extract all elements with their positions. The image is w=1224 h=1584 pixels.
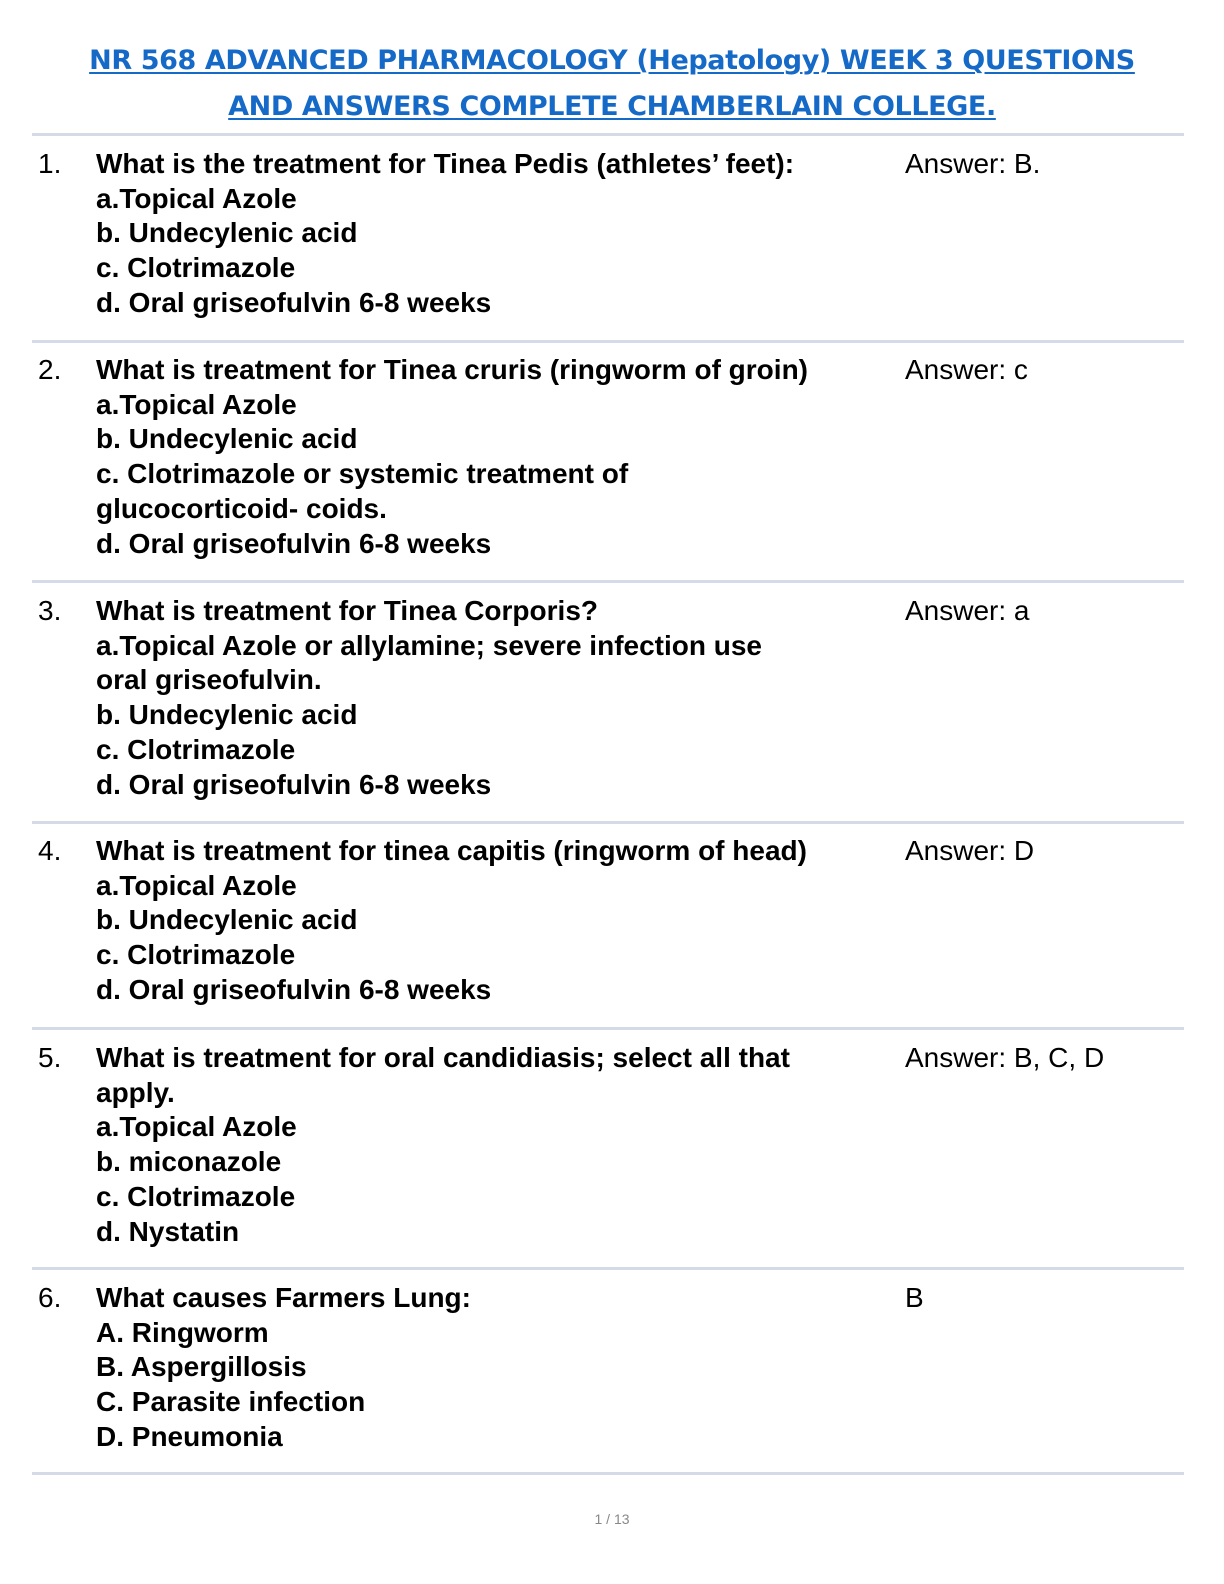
question-body	[96, 147, 896, 321]
question-number: 6.	[38, 1282, 62, 1313]
title-line-1: NR 568 ADVANCED PHARMACOLOGY (Hepatology) WEEK 3 QUESTIONS	[89, 45, 1135, 76]
question-number: 2.	[38, 354, 62, 385]
divider	[32, 580, 1184, 583]
option: c. Clotrimazole	[96, 939, 296, 971]
option: a.Topical Azole	[96, 182, 297, 214]
option: A. Ringworm	[96, 1316, 269, 1348]
option: d. Nystatin	[96, 1215, 240, 1247]
question-text: What is treatment for Tinea Corporis?	[96, 595, 598, 626]
question-text: What is treatment for tinea capitis (ringworm of head)	[96, 835, 807, 866]
option-continuation: glucocorticoid- coids.	[96, 492, 387, 524]
question-number: 5.	[38, 1042, 62, 1073]
question-number: 3.	[38, 595, 62, 626]
option: d. Oral griseofulvin 6-8 weeks	[96, 527, 492, 559]
answer: Answer: D	[905, 835, 1035, 866]
page-indicator: 1 / 13	[594, 1511, 630, 1527]
option: d. Oral griseofulvin 6-8 weeks	[96, 286, 492, 318]
divider	[32, 133, 1184, 136]
option: c. Clotrimazole	[96, 1180, 296, 1212]
option: d. Oral griseofulvin 6-8 weeks	[96, 973, 492, 1005]
option: D. Pneumonia	[96, 1420, 283, 1452]
document-title	[0, 38, 1224, 130]
question-body	[96, 1041, 896, 1249]
option: b. Undecylenic acid	[96, 217, 358, 249]
option: b. Undecylenic acid	[96, 904, 358, 936]
question-text: What causes Farmers Lung:	[96, 1282, 471, 1313]
option: C. Parasite infection	[96, 1386, 366, 1418]
question-number: 1.	[38, 148, 62, 179]
question-body	[96, 1281, 896, 1455]
option: a.Topical Azole or allylamine; severe infection use	[96, 629, 762, 661]
question-body	[96, 834, 896, 1008]
answer: Answer: a	[905, 595, 1030, 626]
option: b. miconazole	[96, 1146, 282, 1178]
answer: B	[905, 1282, 924, 1313]
option: a.Topical Azole	[96, 388, 297, 420]
question-text: What is treatment for Tinea cruris (ringworm of groin)	[96, 354, 808, 385]
divider	[32, 821, 1184, 824]
title-line-2: AND ANSWERS COMPLETE CHAMBERLAIN COLLEGE.	[228, 91, 996, 122]
option: B. Aspergillosis	[96, 1351, 307, 1383]
answer: Answer: B.	[905, 148, 1041, 179]
divider	[32, 340, 1184, 343]
question-number: 4.	[38, 835, 62, 866]
option: c. Clotrimazole	[96, 733, 296, 765]
divider	[32, 1267, 1184, 1270]
option: a.Topical Azole	[96, 1111, 297, 1143]
question-body	[96, 594, 896, 802]
question-text: What is the treatment for Tinea Pedis (athletes’ feet):	[96, 148, 795, 179]
option: a.Topical Azole	[96, 869, 297, 901]
option-continuation: oral griseofulvin.	[96, 664, 322, 696]
option: c. Clotrimazole or systemic treatment of	[96, 458, 629, 490]
option: b. Undecylenic acid	[96, 699, 358, 731]
question-body	[96, 353, 896, 561]
answer: Answer: B, C, D	[905, 1042, 1105, 1073]
option: b. Undecylenic acid	[96, 423, 358, 455]
divider	[32, 1472, 1184, 1475]
answer: Answer: c	[905, 354, 1028, 385]
divider	[32, 1027, 1184, 1030]
option: d. Oral griseofulvin 6-8 weeks	[96, 768, 492, 800]
question-text: What is treatment for oral candidiasis; select all that	[96, 1042, 790, 1073]
option: c. Clotrimazole	[96, 252, 296, 284]
question-text-continuation: apply.	[96, 1076, 175, 1108]
